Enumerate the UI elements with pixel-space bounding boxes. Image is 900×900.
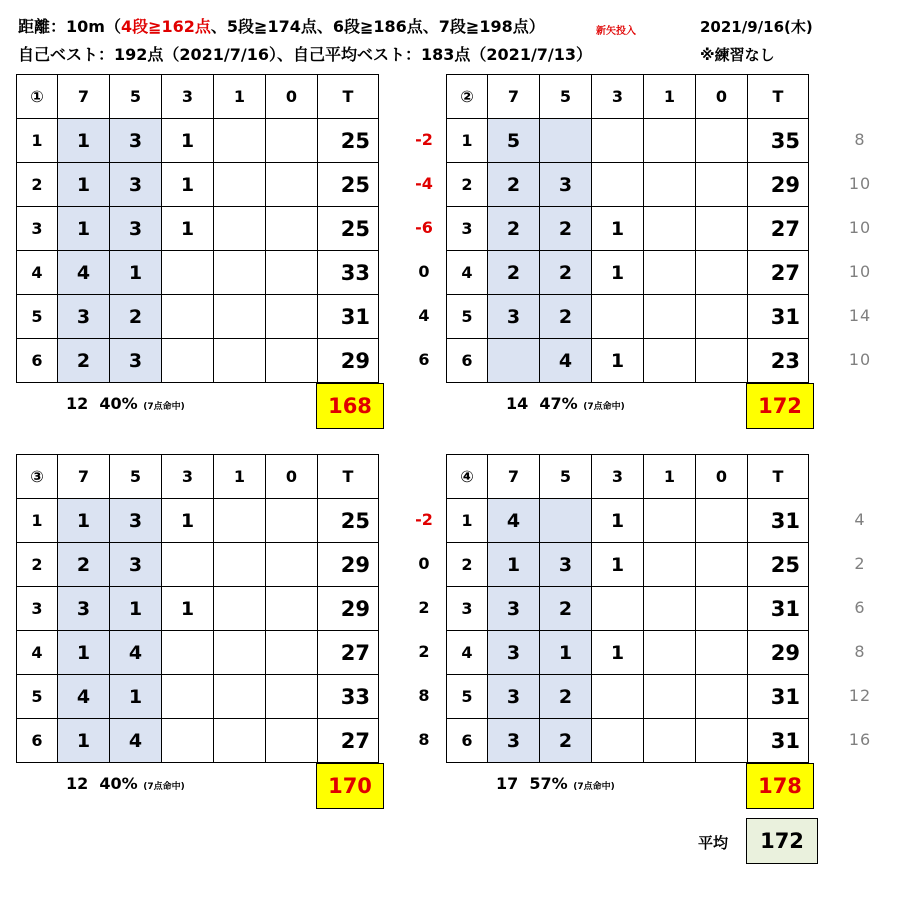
hit-count-cell [644, 207, 696, 251]
end-row [447, 587, 809, 631]
round-total: 168 [316, 383, 384, 429]
hit-count-cell: 1 [58, 163, 110, 207]
column-header: 5 [540, 75, 592, 119]
side-count: 2 [854, 554, 866, 573]
hit-count-cell: 2 [488, 163, 540, 207]
round-total: 170 [316, 763, 384, 809]
hit-count-cell: 1 [540, 631, 592, 675]
end-number: 2 [447, 163, 488, 207]
round-total: 178 [746, 763, 814, 809]
round-1-sheet [16, 74, 378, 383]
end-number: 6 [447, 719, 488, 763]
hit-count-cell [696, 163, 748, 207]
column-header: 0 [266, 75, 318, 119]
hit-percentage: 40% [88, 774, 144, 793]
seven-point-hits: 17 [496, 774, 519, 793]
side-count: 8 [854, 642, 866, 661]
average-score: 172 [746, 818, 818, 864]
hit-count-cell: 2 [488, 251, 540, 295]
end-row [17, 119, 379, 163]
hit-count-cell [644, 499, 696, 543]
hit-count-cell: 2 [540, 719, 592, 763]
hit-count-cell: 2 [540, 675, 592, 719]
running-difference: 6 [418, 350, 430, 369]
hit-count-cell [644, 295, 696, 339]
column-header: 1 [214, 75, 266, 119]
hit-summary [66, 394, 185, 413]
hit-count-cell: 4 [110, 719, 162, 763]
round-2-sheet [446, 74, 808, 383]
seven-point-hits: 14 [506, 394, 529, 413]
column-header: 7 [488, 455, 540, 499]
end-total: 25 [318, 163, 379, 207]
hit-count-cell: 3 [488, 587, 540, 631]
hit-count-cell [266, 631, 318, 675]
hit-count-cell [644, 631, 696, 675]
end-total: 27 [318, 719, 379, 763]
end-number: 6 [17, 719, 58, 763]
hit-count-cell [266, 499, 318, 543]
hit-count-cell [644, 339, 696, 383]
hit-count-cell: 4 [110, 631, 162, 675]
end-total: 31 [748, 587, 809, 631]
hit-note: (7点命中) [573, 782, 615, 792]
column-header: 5 [540, 455, 592, 499]
hit-count-cell [214, 207, 266, 251]
column-header: 5 [110, 455, 162, 499]
end-row [17, 339, 379, 383]
end-total: 25 [318, 499, 379, 543]
hit-count-cell [266, 251, 318, 295]
hit-count-cell: 1 [488, 543, 540, 587]
hit-count-cell: 2 [58, 339, 110, 383]
hit-count-cell: 1 [162, 587, 214, 631]
hit-count-cell [592, 295, 644, 339]
score-table [446, 74, 809, 383]
hit-count-cell [644, 719, 696, 763]
hit-count-cell [592, 719, 644, 763]
round-label: ③ [17, 455, 58, 499]
score-table [16, 74, 379, 383]
hit-count-cell [266, 587, 318, 631]
score-table [446, 454, 809, 763]
hit-count-cell: 3 [58, 295, 110, 339]
hit-count-cell: 1 [592, 631, 644, 675]
end-total: 33 [318, 675, 379, 719]
end-total: 29 [748, 631, 809, 675]
end-number: 1 [17, 119, 58, 163]
end-total: 35 [748, 119, 809, 163]
new-arrow-note: 新矢投入 [596, 26, 636, 37]
score-table [16, 454, 379, 763]
column-header: 0 [266, 455, 318, 499]
running-difference: -4 [415, 174, 433, 193]
column-header: 7 [58, 75, 110, 119]
hit-count-cell [266, 119, 318, 163]
hit-count-cell [214, 631, 266, 675]
seven-point-hits: 12 [66, 774, 89, 793]
hit-count-cell: 3 [540, 543, 592, 587]
round-3-sheet [16, 454, 378, 763]
running-difference: 8 [418, 686, 430, 705]
end-number: 4 [447, 631, 488, 675]
end-total: 31 [748, 499, 809, 543]
session-date: 2021/9/16(木) [700, 18, 813, 36]
hit-count-cell [162, 631, 214, 675]
round-label: ② [447, 75, 488, 119]
hit-count-cell [644, 587, 696, 631]
hit-count-cell: 1 [162, 499, 214, 543]
end-total: 29 [748, 163, 809, 207]
hit-count-cell [214, 163, 266, 207]
hit-count-cell [214, 543, 266, 587]
hit-count-cell [214, 499, 266, 543]
hit-note: (7点命中) [143, 782, 185, 792]
hit-count-cell: 1 [592, 499, 644, 543]
side-count: 8 [854, 130, 866, 149]
running-difference: 8 [418, 730, 430, 749]
running-difference: -2 [415, 130, 433, 149]
hit-count-cell: 4 [58, 251, 110, 295]
hit-count-cell [696, 631, 748, 675]
end-number: 3 [447, 587, 488, 631]
hit-count-cell [214, 119, 266, 163]
hit-count-cell: 4 [540, 339, 592, 383]
hit-count-cell: 1 [592, 339, 644, 383]
hit-count-cell [644, 675, 696, 719]
distance-label: 距離：10m（ [18, 17, 121, 36]
end-number: 1 [447, 499, 488, 543]
hit-count-cell: 4 [488, 499, 540, 543]
end-row [447, 675, 809, 719]
hit-count-cell: 2 [540, 251, 592, 295]
hit-count-cell: 1 [592, 543, 644, 587]
column-header: 7 [58, 455, 110, 499]
round-total: 172 [746, 383, 814, 429]
hit-count-cell: 1 [110, 251, 162, 295]
hit-count-cell: 2 [540, 587, 592, 631]
dan-other-thresholds: 、5段≧174点、6段≧186点、7段≧198点） [210, 17, 545, 36]
hit-count-cell: 1 [592, 207, 644, 251]
column-header: 7 [488, 75, 540, 119]
hit-percentage: 40% [88, 394, 144, 413]
hit-count-cell: 3 [110, 339, 162, 383]
end-row [447, 119, 809, 163]
hit-count-cell: 1 [162, 119, 214, 163]
hit-count-cell [540, 499, 592, 543]
hit-count-cell [644, 543, 696, 587]
end-row [447, 543, 809, 587]
end-row [447, 207, 809, 251]
running-difference: 2 [418, 598, 430, 617]
column-header: T [748, 75, 809, 119]
end-number: 3 [447, 207, 488, 251]
side-count: 10 [848, 174, 872, 193]
distance-requirements [18, 14, 545, 37]
end-row [17, 587, 379, 631]
end-number: 3 [17, 207, 58, 251]
end-number: 6 [447, 339, 488, 383]
end-row [17, 295, 379, 339]
hit-count-cell: 3 [110, 543, 162, 587]
hit-count-cell: 3 [488, 631, 540, 675]
hit-count-cell: 1 [162, 207, 214, 251]
hit-count-cell: 1 [110, 675, 162, 719]
end-number: 4 [17, 251, 58, 295]
hit-count-cell [214, 675, 266, 719]
end-row [17, 207, 379, 251]
end-number: 2 [17, 163, 58, 207]
hit-count-cell: 3 [58, 587, 110, 631]
end-total: 33 [318, 251, 379, 295]
hit-count-cell: 3 [488, 675, 540, 719]
no-practice-note: ※練習なし [700, 46, 775, 64]
hit-count-cell [592, 587, 644, 631]
hit-count-cell [592, 163, 644, 207]
hit-count-cell: 2 [110, 295, 162, 339]
hit-summary [506, 394, 625, 413]
end-row [447, 163, 809, 207]
round-label: ① [17, 75, 58, 119]
end-total: 23 [748, 339, 809, 383]
hit-count-cell: 1 [58, 499, 110, 543]
hit-count-cell [488, 339, 540, 383]
hit-count-cell [214, 295, 266, 339]
hit-count-cell: 3 [488, 719, 540, 763]
hit-count-cell: 3 [488, 295, 540, 339]
personal-best-line: 自己ベスト：192点（2021/7/16）、自己平均ベスト：183点（2021/7/13） [18, 45, 593, 64]
hit-count-cell [540, 119, 592, 163]
hit-count-cell [214, 251, 266, 295]
column-header: 1 [644, 455, 696, 499]
dan4-threshold: 4段≧162点 [120, 17, 211, 36]
side-count: 16 [848, 730, 872, 749]
column-header: 0 [696, 455, 748, 499]
end-row [17, 631, 379, 675]
round-4-sheet [446, 454, 808, 763]
end-number: 1 [447, 119, 488, 163]
hit-percentage: 57% [518, 774, 574, 793]
hit-count-cell [644, 251, 696, 295]
hit-count-cell [644, 163, 696, 207]
column-header: 5 [110, 75, 162, 119]
end-row [447, 499, 809, 543]
hit-percentage: 47% [528, 394, 584, 413]
end-total: 31 [748, 675, 809, 719]
side-count: 14 [848, 306, 872, 325]
end-number: 2 [17, 543, 58, 587]
hit-count-cell [592, 119, 644, 163]
round-label: ④ [447, 455, 488, 499]
hit-count-cell [696, 119, 748, 163]
end-row [17, 543, 379, 587]
side-count: 6 [854, 598, 866, 617]
hit-count-cell [696, 719, 748, 763]
end-total: 29 [318, 543, 379, 587]
hit-count-cell: 2 [540, 295, 592, 339]
hit-count-cell [696, 251, 748, 295]
hit-count-cell: 1 [110, 587, 162, 631]
hit-count-cell: 4 [58, 675, 110, 719]
end-number: 4 [447, 251, 488, 295]
end-number: 2 [447, 543, 488, 587]
column-header: T [318, 455, 379, 499]
end-total: 29 [318, 587, 379, 631]
running-difference: -6 [415, 218, 433, 237]
hit-count-cell: 1 [162, 163, 214, 207]
hit-count-cell [266, 719, 318, 763]
hit-count-cell [162, 675, 214, 719]
end-total: 27 [318, 631, 379, 675]
column-header: T [748, 455, 809, 499]
column-header: 0 [696, 75, 748, 119]
hit-count-cell [696, 339, 748, 383]
hit-count-cell [162, 339, 214, 383]
hit-count-cell [214, 339, 266, 383]
hit-count-cell: 3 [540, 163, 592, 207]
end-row [17, 251, 379, 295]
end-row [17, 499, 379, 543]
hit-count-cell: 3 [110, 207, 162, 251]
end-number: 5 [447, 675, 488, 719]
running-difference: 0 [418, 554, 430, 573]
hit-count-cell: 1 [58, 719, 110, 763]
end-row [17, 675, 379, 719]
running-difference: 2 [418, 642, 430, 661]
seven-point-hits: 12 [66, 394, 89, 413]
column-header: T [318, 75, 379, 119]
hit-summary [66, 774, 185, 793]
end-total: 25 [318, 119, 379, 163]
end-row [17, 163, 379, 207]
hit-count-cell [266, 675, 318, 719]
hit-count-cell: 1 [58, 207, 110, 251]
end-row [447, 631, 809, 675]
end-row [17, 719, 379, 763]
hit-count-cell [162, 295, 214, 339]
side-count: 10 [848, 218, 872, 237]
hit-summary [496, 774, 615, 793]
hit-count-cell: 2 [540, 207, 592, 251]
end-total: 25 [748, 543, 809, 587]
hit-note: (7点命中) [143, 402, 185, 412]
end-total: 25 [318, 207, 379, 251]
side-count: 10 [848, 262, 872, 281]
column-header: 3 [592, 75, 644, 119]
end-total: 31 [748, 295, 809, 339]
column-header: 3 [592, 455, 644, 499]
end-number: 5 [447, 295, 488, 339]
end-total: 27 [748, 207, 809, 251]
end-row [447, 251, 809, 295]
end-number: 4 [17, 631, 58, 675]
average-label: 平均 [698, 834, 729, 852]
hit-count-cell [162, 251, 214, 295]
hit-count-cell [266, 339, 318, 383]
end-number: 3 [17, 587, 58, 631]
hit-count-cell: 1 [58, 119, 110, 163]
column-header: 3 [162, 75, 214, 119]
hit-count-cell [266, 543, 318, 587]
hit-count-cell [696, 675, 748, 719]
column-header: 1 [644, 75, 696, 119]
hit-count-cell: 1 [592, 251, 644, 295]
end-number: 5 [17, 675, 58, 719]
column-header: 3 [162, 455, 214, 499]
hit-count-cell [162, 543, 214, 587]
hit-count-cell [696, 543, 748, 587]
end-number: 6 [17, 339, 58, 383]
hit-count-cell [266, 295, 318, 339]
end-row [447, 339, 809, 383]
hit-count-cell [214, 587, 266, 631]
hit-count-cell: 2 [488, 207, 540, 251]
hit-count-cell [162, 719, 214, 763]
hit-count-cell [214, 719, 266, 763]
end-total: 31 [748, 719, 809, 763]
end-total: 31 [318, 295, 379, 339]
hit-count-cell: 2 [58, 543, 110, 587]
hit-count-cell [266, 163, 318, 207]
running-difference: 4 [418, 306, 430, 325]
end-number: 5 [17, 295, 58, 339]
hit-count-cell: 3 [110, 163, 162, 207]
hit-count-cell [696, 295, 748, 339]
hit-count-cell: 3 [110, 119, 162, 163]
end-total: 27 [748, 251, 809, 295]
hit-count-cell [696, 207, 748, 251]
hit-count-cell: 3 [110, 499, 162, 543]
hit-count-cell [592, 675, 644, 719]
side-count: 4 [854, 510, 866, 529]
end-number: 1 [17, 499, 58, 543]
side-count: 12 [848, 686, 872, 705]
end-total: 29 [318, 339, 379, 383]
running-difference: 0 [418, 262, 430, 281]
hit-count-cell [644, 119, 696, 163]
end-row [447, 295, 809, 339]
end-row [447, 719, 809, 763]
hit-count-cell [266, 207, 318, 251]
side-count: 10 [848, 350, 872, 369]
hit-count-cell [696, 499, 748, 543]
hit-count-cell [696, 587, 748, 631]
hit-note: (7点命中) [583, 402, 625, 412]
running-difference: -2 [415, 510, 433, 529]
column-header: 1 [214, 455, 266, 499]
hit-count-cell: 1 [58, 631, 110, 675]
hit-count-cell: 5 [488, 119, 540, 163]
